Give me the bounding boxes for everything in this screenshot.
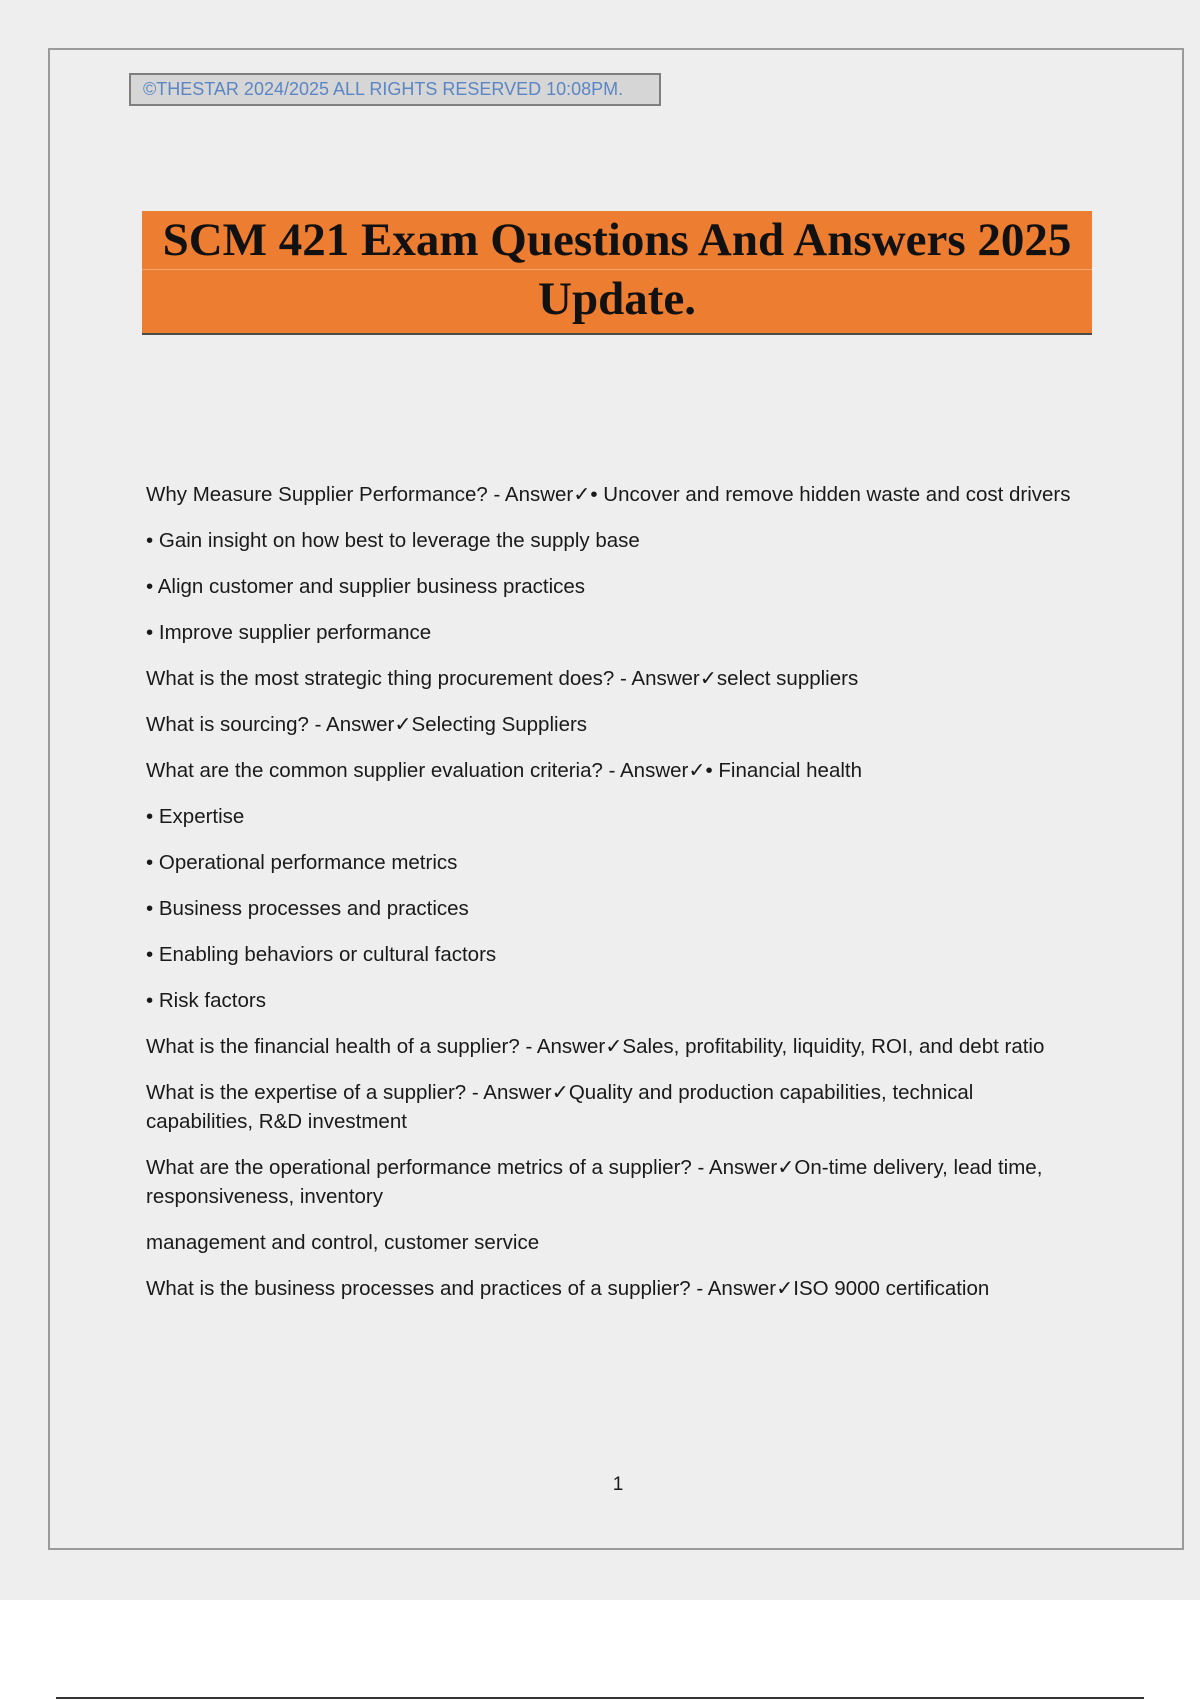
bullet-item: • Align customer and supplier business practices: [146, 575, 586, 598]
paragraph: management and control, customer service: [146, 1231, 540, 1254]
bullet-item: • Gain insight on how best to leverage the supply base: [146, 529, 640, 552]
paragraph: What are the operational performance metrics of a supplier? - Answer✓On-time delivery, lead time, responsiveness, inventory: [146, 1156, 1043, 1208]
copyright-banner: ©THESTAR 2024/2025 ALL RIGHTS RESERVED 10:08PM.: [129, 73, 661, 106]
bottom-divider: [56, 1697, 1144, 1699]
bullet-item: • Improve supplier performance: [146, 621, 432, 644]
paragraph: What is the most strategic thing procurement does? - Answer✓select suppliers: [146, 667, 859, 690]
title-line-1: SCM 421 Exam Questions And Answers 2025: [142, 211, 1092, 270]
bullet-item: • Operational performance metrics: [146, 851, 458, 874]
paragraph: Why Measure Supplier Performance? - Answer✓• Uncover and remove hidden waste and cost drivers: [146, 483, 1071, 506]
bullet-item: • Enabling behaviors or cultural factors: [146, 943, 497, 966]
title-banner: [142, 211, 1092, 335]
bullet-item: • Expertise: [146, 805, 245, 828]
title-line-2: Update.: [538, 273, 696, 325]
bullet-item: • Business processes and practices: [146, 897, 469, 920]
page-number: 1: [612, 1474, 624, 1495]
paragraph: What are the common supplier evaluation criteria? - Answer✓• Financial health: [146, 759, 862, 782]
paragraph: What is the business processes and practices of a supplier? - Answer✓ISO 9000 certification: [146, 1277, 990, 1300]
bullet-item: • Risk factors: [146, 989, 266, 1012]
paragraph: What is the expertise of a supplier? - Answer✓Quality and production capabilities, technical capabilities, R&D investment: [146, 1081, 974, 1133]
paragraph: What is the financial health of a supplier? - Answer✓Sales, profitability, liquidity, ROI, and debt ratio: [146, 1035, 1045, 1058]
document-body: [146, 480, 1086, 1320]
paragraph: What is sourcing? - Answer✓Selecting Suppliers: [146, 713, 588, 736]
